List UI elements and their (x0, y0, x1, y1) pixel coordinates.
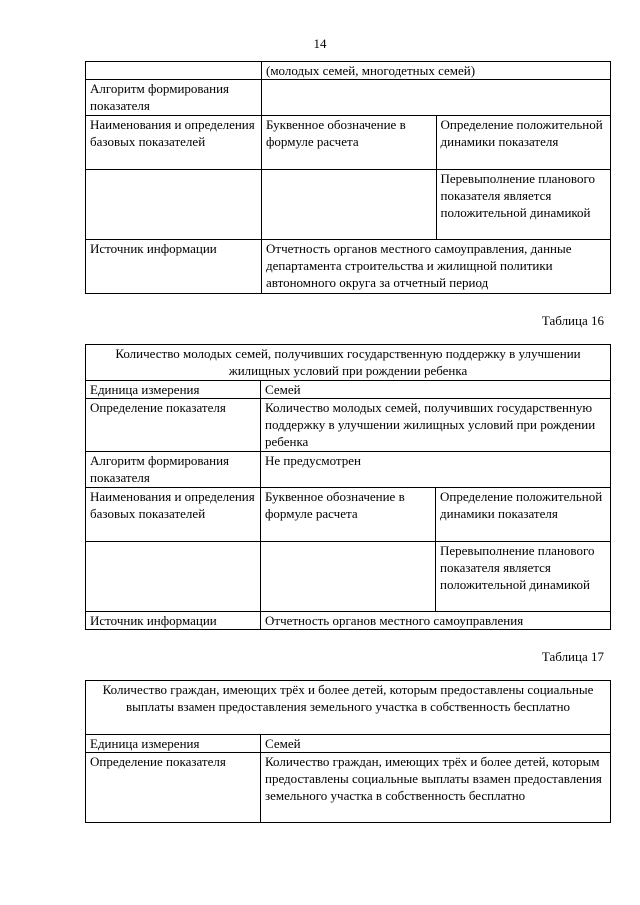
table-caption: Таблица 16 (541, 313, 604, 328)
source-label: Источник информации (86, 612, 261, 630)
table-title: Количество молодых семей, получивших государственную поддержку в улучшении жилищных условий при рождении ребенка (86, 345, 611, 381)
continuation-text: (молодых семей, многодетных семей) (262, 62, 611, 80)
page-number: 14 (313, 36, 327, 51)
source-label: Источник информации (86, 240, 262, 294)
dynamics-value: Перевыполнение планового показателя является положительной динамикой (436, 170, 611, 240)
indicator-table-17 (85, 680, 611, 823)
letter-label: Буквенное обозначение в формуле расчета (262, 116, 437, 170)
table-row (86, 399, 611, 452)
definition-label: Определение показателя (86, 399, 261, 452)
dynamics-label: Определение положительной динамики показателя (436, 116, 611, 170)
letter-label: Буквенное обозначение в формуле расчета (261, 488, 436, 542)
table-row (86, 116, 611, 170)
table-caption: Таблица 17 (541, 649, 604, 664)
unit-value: Семей (261, 735, 611, 753)
indicator-table-continued (85, 61, 611, 294)
table-title: Количество граждан, имеющих трёх и более детей, которым предоставлены социальные выплаты взамен предоставления земельного участка в собственность бесплатно (86, 681, 611, 735)
table-cell (86, 170, 262, 240)
table-row (86, 345, 611, 381)
algorithm-label: Алгоритм формирования показателя (86, 80, 262, 116)
table-row (86, 452, 611, 488)
dynamics-value: Перевыполнение планового показателя является положительной динамикой (436, 542, 611, 612)
unit-label: Единица измерения (86, 381, 261, 399)
table-row (86, 612, 611, 630)
table-cell (262, 170, 437, 240)
definition-value: Количество молодых семей, получивших государственную поддержку в улучшении жилищных условий при рождении ребенка (261, 399, 611, 452)
table-row (86, 170, 611, 240)
source-value: Отчетность органов местного самоуправления, данные департамента строительства и жилищной политики автономного округа за отчетный период (262, 240, 611, 294)
table-cell (261, 542, 436, 612)
unit-value: Семей (261, 381, 611, 399)
unit-label: Единица измерения (86, 735, 261, 753)
indicator-table-16 (85, 344, 611, 630)
table-row (86, 753, 611, 823)
base-names-label: Наименования и определения базовых показателей (86, 116, 262, 170)
table-row (86, 80, 611, 116)
definition-value: Количество граждан, имеющих трёх и более детей, которым предоставлены социальные выплаты взамен предоставления земельного участка в собственность бесплатно (261, 753, 611, 823)
table-row (86, 735, 611, 753)
table-row (86, 240, 611, 294)
base-names-label: Наименования и определения базовых показателей (86, 488, 261, 542)
table-row (86, 62, 611, 80)
algorithm-value: Не предусмотрен (261, 452, 611, 488)
algorithm-value (262, 80, 611, 116)
table-row (86, 381, 611, 399)
table-row (86, 681, 611, 735)
table-cell (86, 542, 261, 612)
source-value: Отчетность органов местного самоуправления (261, 612, 611, 630)
algorithm-label: Алгоритм формирования показателя (86, 452, 261, 488)
table-row (86, 542, 611, 612)
definition-label: Определение показателя (86, 753, 261, 823)
table-row (86, 488, 611, 542)
dynamics-label: Определение положительной динамики показателя (436, 488, 611, 542)
table-cell (86, 62, 262, 80)
